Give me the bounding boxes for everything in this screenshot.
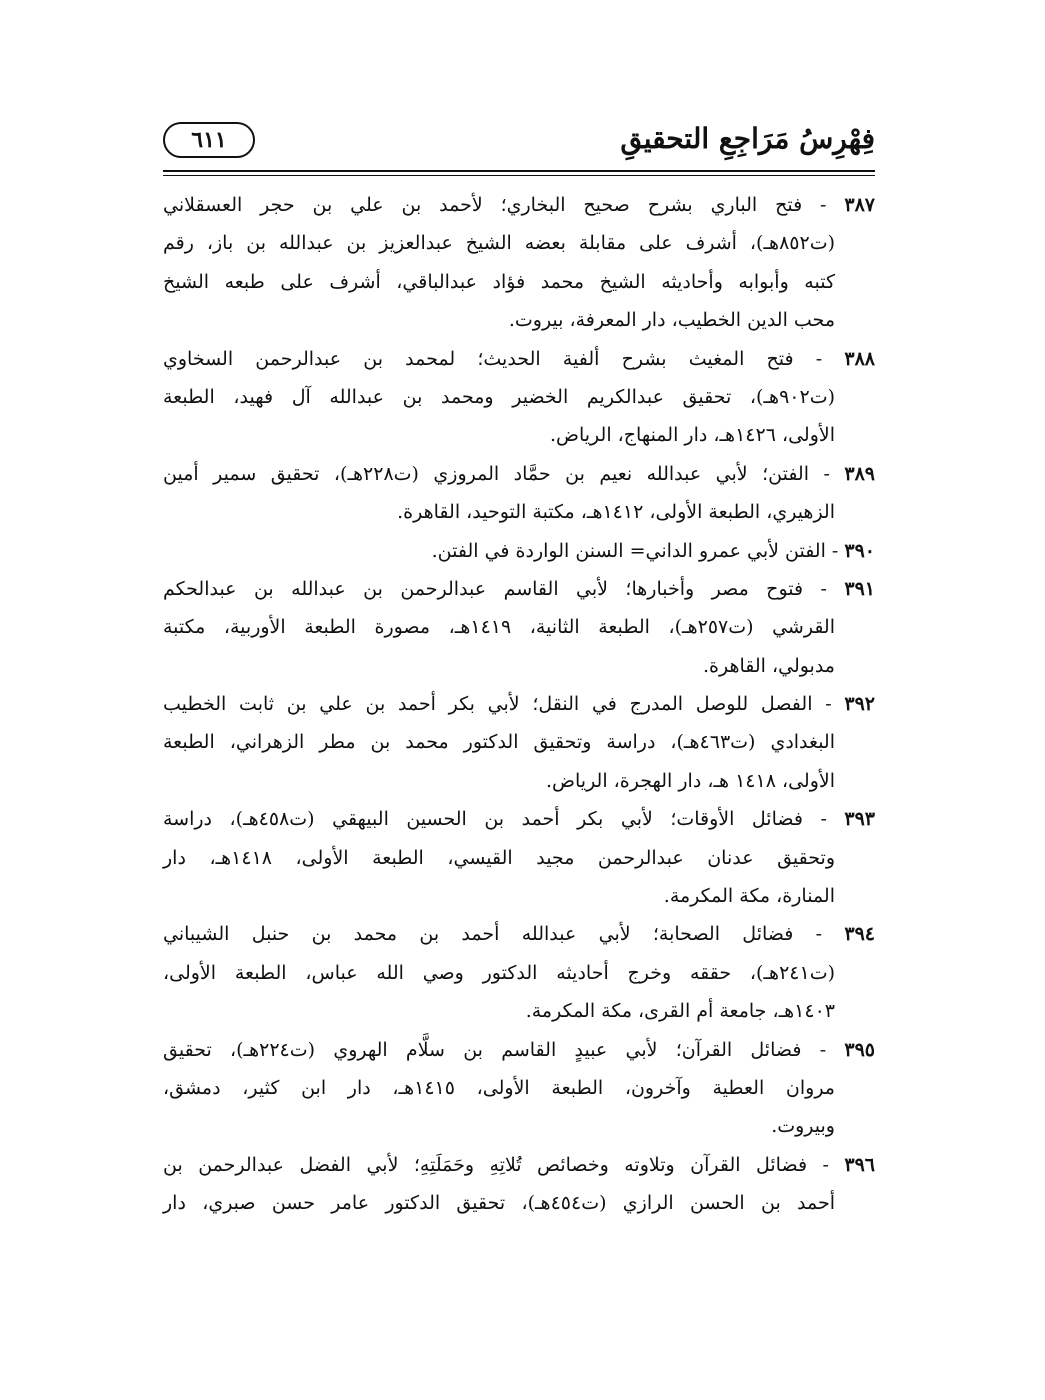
bibliography-entry <box>163 1031 875 1146</box>
entry-continuation-line <box>163 1069 875 1107</box>
entry-continuation-line <box>163 1107 875 1145</box>
entry-first-line: ٣٩٠ - الفتن لأبي عمرو الداني= السنن الواردة في الفتن. <box>431 539 875 562</box>
page-title: فِهْرِسُ مَرَاجِعِ التحقيقِ <box>620 122 875 155</box>
entry-text: الفتن؛ لأبي عبدالله نعيم بن حمَّاد المروزي (ت٢٢٨هـ)، تحقيق سمير أمين <box>163 462 810 485</box>
entry-text: الزهيري، الطبعة الأولى، ١٤١٢هـ، مكتبة التوحيد، القاهرة. <box>397 501 835 524</box>
entry-continuation-line <box>163 723 875 761</box>
entry-continuation-line <box>163 839 875 877</box>
entry-number: ٣٩١ <box>844 577 875 600</box>
entry-continuation-line <box>163 263 875 301</box>
entry-text: الأولى، ١٤٢٦هـ، دار المنهاج، الرياض. <box>549 424 835 447</box>
entry-text: فتوح مصر وأخبارها؛ لأبي القاسم عبدالرحمن بن عبدالله بن عبدالحكم <box>163 577 804 600</box>
entry-first-line: ٣٨٨ - فتح المغيث بشرح ألفية الحديث؛ لمحمد بن عبدالرحمن السخاوي <box>163 347 875 370</box>
entry-continuation-line <box>163 301 875 339</box>
entry-number: ٣٨٨ <box>844 347 875 370</box>
entry-number: ٣٩٦ <box>844 1153 876 1176</box>
entry-continuation-line <box>163 416 875 454</box>
entry-first-line: ٣٩٤ - فضائل الصحابة؛ لأبي عبدالله أحمد بن محمد بن حنبل الشيباني <box>163 923 875 946</box>
page-number: ٦١١ <box>163 122 255 158</box>
entry-number: ٣٩٤ <box>844 923 875 946</box>
entry-text: فضائل الأوقات؛ لأبي بكر أحمد بن الحسين البيهقي (ت٤٥٨هـ)، دراسة <box>163 808 803 831</box>
entry-number: ٣٨٧ <box>844 194 875 216</box>
page-header <box>163 120 875 166</box>
bibliography-entry <box>163 915 875 1030</box>
entry-text: الفتن لأبي عمرو الداني= السنن الواردة في الفتن. <box>431 539 826 562</box>
entry-number: ٣٨٩ <box>844 462 875 485</box>
entry-text: الأولى، ١٤١٨ هـ، دار الهجرة، الرياض. <box>545 769 835 792</box>
entry-text: القرشي (ت٢٥٧هـ)، الطبعة الثانية، ١٤١٩هـ، مصورة الطبعة الأوربية، مكتبة <box>163 616 835 639</box>
entry-first-line: ٣٩٥ - فضائل القرآن؛ لأبي عبيدٍ القاسم بن سلَّام الهروي (ت٢٢٤هـ)، تحقيق <box>163 1038 876 1061</box>
entry-first-line: ٣٩١ - فتوح مصر وأخبارها؛ لأبي القاسم عبدالرحمن بن عبدالله بن عبدالحكم <box>163 577 875 600</box>
entry-continuation-line <box>163 954 875 992</box>
entry-first-line: ٣٨٩ - الفتن؛ لأبي عبدالله نعيم بن حمَّاد المروزي (ت٢٢٨هـ)، تحقيق سمير أمين <box>163 462 875 485</box>
bibliography-entry <box>163 570 875 685</box>
entry-text: المنارة، مكة المكرمة. <box>663 885 835 908</box>
entry-text: فضائل القرآن؛ لأبي عبيدٍ القاسم بن سلَّام الهروي (ت٢٢٤هـ)، تحقيق <box>163 1038 802 1061</box>
entry-continuation-line <box>163 877 875 915</box>
entry-text: مدبولي، القاهرة. <box>702 654 835 677</box>
entry-number: ٣٩٢ <box>844 693 875 716</box>
entry-number: ٣٩٠ <box>844 539 875 562</box>
entry-text: كتبه وأبوابه وأحاديثه الشيخ محمد فؤاد عبدالباقي، أشرف على طبعه الشيخ <box>163 270 835 293</box>
bibliography-entry <box>163 340 875 455</box>
entry-text: وتحقيق عدنان عبدالرحمن مجيد القيسي، الطبعة الأولى، ١٤١٨هـ، دار <box>163 846 835 869</box>
entry-continuation-line <box>163 608 875 646</box>
entry-text: فضائل القرآن وتلاوته وخصائص تُلاتِهِ وحَمَلَتِهِ؛ لأبي الفضل عبدالرحمن بن <box>163 1153 808 1176</box>
entry-number: ٣٩٥ <box>844 1038 876 1061</box>
entry-continuation-line <box>163 1184 875 1222</box>
header-rule-thin <box>163 175 875 176</box>
entry-text: البغدادي (ت٤٦٣هـ)، دراسة وتحقيق الدكتور محمد بن مطر الزهراني، الطبعة <box>163 731 835 754</box>
entry-text: محب الدين الخطيب، دار المعرفة، بيروت. <box>508 309 835 332</box>
entry-continuation-line <box>163 992 875 1030</box>
bibliography-entry <box>163 455 875 532</box>
entry-text: الفصل للوصل المدرج في النقل؛ لأبي بكر أحمد بن علي بن ثابت الخطيب <box>163 693 813 716</box>
entry-text: فضائل الصحابة؛ لأبي عبدالله أحمد بن محمد بن حنبل الشيباني <box>163 923 794 946</box>
bibliography-entry <box>163 532 875 570</box>
entry-continuation-line <box>163 224 875 262</box>
bibliography-entry <box>163 186 875 340</box>
entry-first-line: ٣٩٦ - فضائل القرآن وتلاوته وخصائص تُلاتِهِ وحَمَلَتِهِ؛ لأبي الفضل عبدالرحمن بن <box>163 1153 876 1176</box>
entry-text: ١٤٠٣هـ، جامعة أم القرى، مكة المكرمة. <box>525 1000 835 1023</box>
entry-text: وبيروت. <box>771 1115 835 1138</box>
entry-first-line: ٣٩٢ - الفصل للوصل المدرج في النقل؛ لأبي بكر أحمد بن علي بن ثابت الخطيب <box>163 693 875 716</box>
entry-text: (ت٨٥٢هـ)، أشرف على مقابلة بعضه الشيخ عبدالعزيز بن عبدالله بن باز، رقم <box>163 232 835 255</box>
entry-continuation-line <box>163 378 875 416</box>
entry-text: مروان العطية وآخرون، الطبعة الأولى، ١٤١٥هـ، دار ابن كثير، دمشق، <box>163 1076 835 1099</box>
entry-text: فتح المغيث بشرح ألفية الحديث؛ لمحمد بن عبدالرحمن السخاوي <box>163 347 794 370</box>
entry-continuation-line <box>163 493 875 531</box>
entry-first-line: ٣٨٧ - فتح الباري بشرح صحيح البخاري؛ لأحمد بن علي بن حجر العسقلاني <box>163 194 875 216</box>
bibliography-list <box>163 186 875 1223</box>
bibliography-entry <box>163 800 875 915</box>
entry-text: أحمد بن الحسن الرازي (ت٤٥٤هـ)، تحقيق الدكتور عامر حسن صبري، دار <box>163 1192 835 1215</box>
entry-continuation-line <box>163 647 875 685</box>
entry-text: فتح الباري بشرح صحيح البخاري؛ لأحمد بن علي بن حجر العسقلاني <box>163 194 803 216</box>
entry-first-line: ٣٩٣ - فضائل الأوقات؛ لأبي بكر أحمد بن الحسين البيهقي (ت٤٥٨هـ)، دراسة <box>163 808 876 831</box>
bibliography-entry <box>163 685 875 800</box>
entry-continuation-line <box>163 762 875 800</box>
entry-number: ٣٩٣ <box>844 808 876 831</box>
entry-text: (ت٩٠٢هـ)، تحقيق عبدالكريم الخضير ومحمد بن عبدالله آل فهيد، الطبعة <box>163 385 835 408</box>
entry-text: (ت٢٤١هـ)، حققه وخرج أحاديثه الدكتور وصي الله عباس، الطبعة الأولى، <box>163 961 835 984</box>
header-rule <box>163 170 875 172</box>
bibliography-entry <box>163 1146 875 1223</box>
